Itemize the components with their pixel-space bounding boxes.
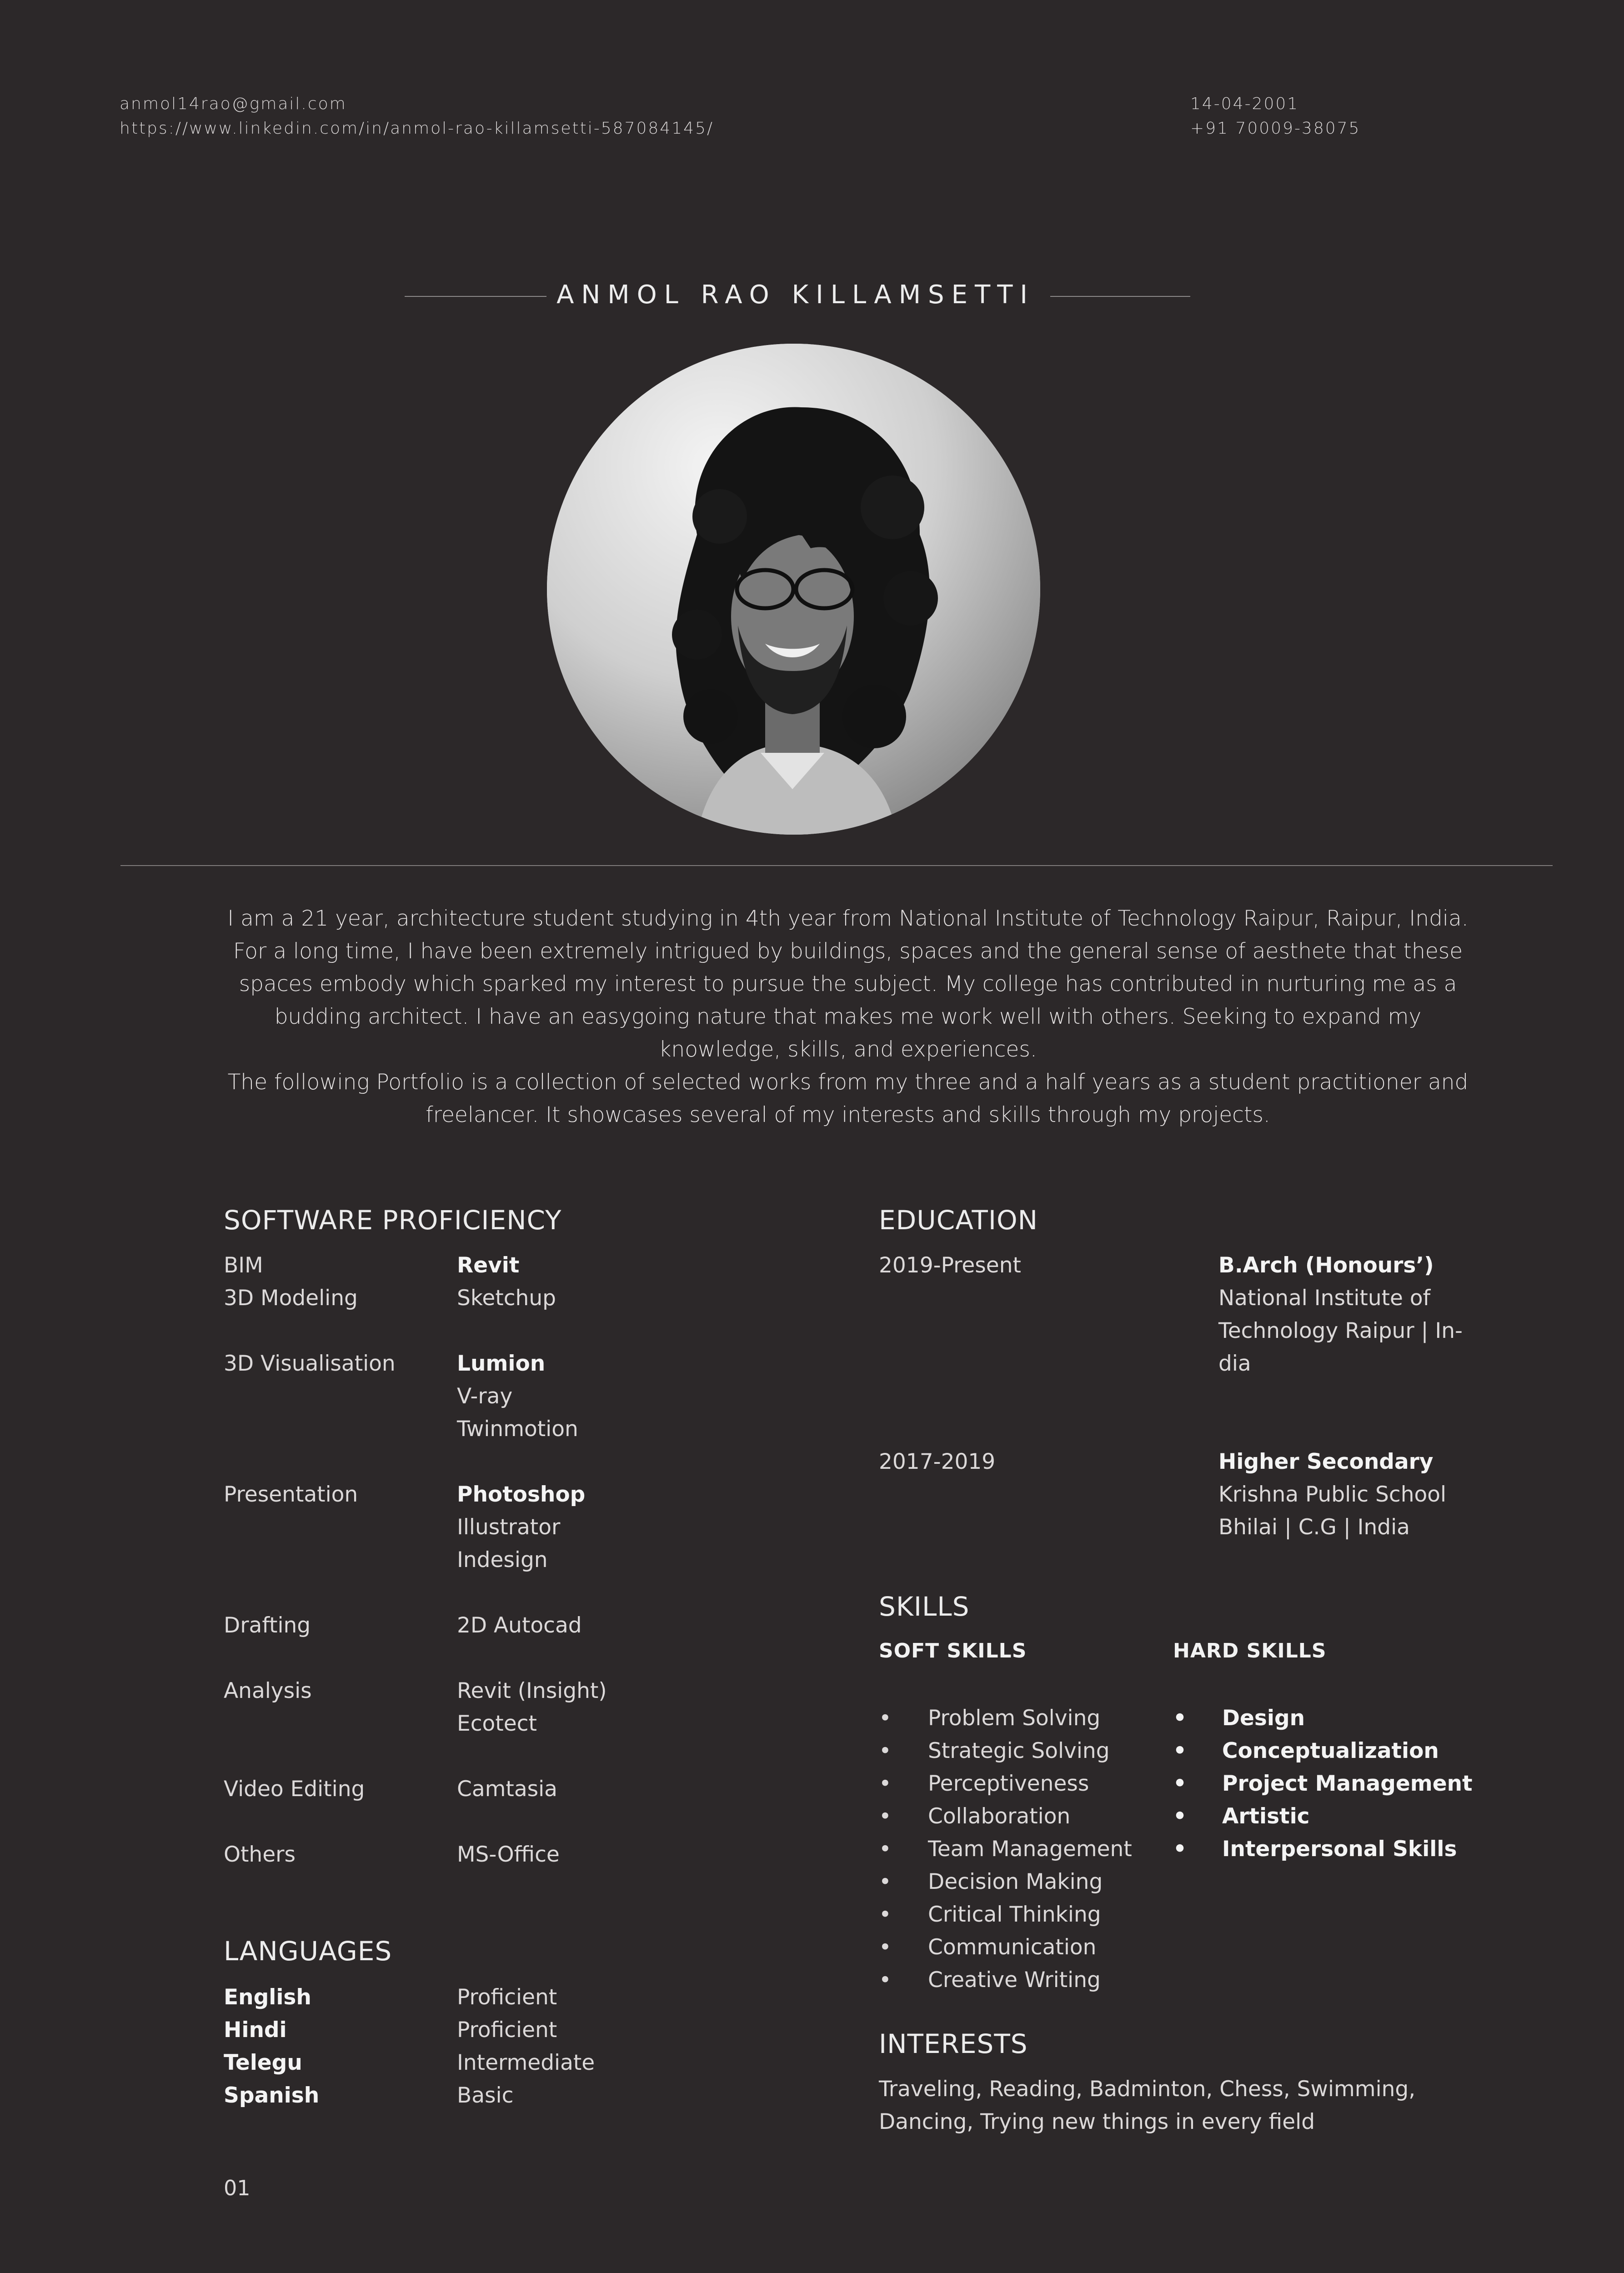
software-category: Others: [224, 1842, 296, 1867]
soft-skill-item: • Strategic Solving: [879, 1735, 1132, 1767]
soft-skill-item: • Communication: [879, 1931, 1132, 1964]
hard-skill-item: • Project Management: [1173, 1767, 1473, 1800]
skills-heading: SKILLS: [879, 1591, 970, 1622]
hard-skills-heading: HARD SKILLS: [1173, 1639, 1327, 1662]
hard-skills-list: [1173, 1702, 1473, 1866]
education-detail: Krishna Public School: [1218, 1482, 1447, 1507]
language-name: Telegu: [224, 2050, 302, 2075]
education-detail: Technology Raipur | In-: [1218, 1318, 1463, 1343]
software-category: Analysis: [224, 1678, 312, 1703]
software-tool: Revit (Insight): [457, 1678, 607, 1703]
education-period: 2019-Present: [879, 1253, 1021, 1278]
languages-heading: LANGUAGES: [224, 1936, 392, 1967]
hard-skill-item: • Artistic: [1173, 1800, 1473, 1833]
interests-line: Traveling, Reading, Badminton, Chess, Swimming,: [879, 2077, 1416, 2102]
soft-skill-item: • Critical Thinking: [879, 1898, 1132, 1931]
soft-skill-item: • Collaboration: [879, 1800, 1132, 1833]
intro-text: [223, 902, 1473, 1131]
software-category: Drafting: [224, 1613, 311, 1638]
software-tool: Ecotect: [457, 1711, 537, 1736]
education-degree: B.Arch (Honours’): [1218, 1253, 1434, 1278]
contact-left: [120, 92, 714, 141]
page-number: 01: [224, 2176, 251, 2200]
language-level: Basic: [457, 2083, 514, 2108]
software-tool: V-ray: [457, 1384, 513, 1409]
education-heading: EDUCATION: [879, 1205, 1038, 1236]
software-category: 3D Modeling: [224, 1286, 358, 1311]
software-tool: 2D Autocad: [457, 1613, 582, 1638]
software-category: 3D Visualisation: [224, 1351, 396, 1376]
hard-skill-item: • Design: [1173, 1702, 1473, 1735]
name-rule-right: [1050, 296, 1190, 297]
education-degree: Higher Secondary: [1218, 1449, 1434, 1474]
language-level: Proficient: [457, 1985, 557, 2010]
soft-skill-item: • Decision Making: [879, 1866, 1132, 1898]
education-detail: National Institute of: [1218, 1286, 1431, 1311]
contact-right: [1190, 92, 1360, 141]
language-level: Proficient: [457, 2018, 557, 2043]
name-rule-left: [405, 296, 546, 297]
software-category: Presentation: [224, 1482, 358, 1507]
section-divider: [120, 865, 1553, 866]
linkedin-link[interactable]: https://www.linkedin.com/in/anmol-rao-killamsetti-587084145/: [120, 119, 714, 138]
soft-skill-item: • Creative Writing: [879, 1964, 1132, 1997]
intro-paragraph-1: I am a 21 year, architecture student studying in 4th year from National Institute of Technology Raipur, Raipur, India. For a long time, I have been extremely intrigued by buildings, spaces and the general sense of aesthete that these spaces embody which sparked my interest to pursue the subject. My college has contributed in nurturing me as a budding architect. I have an easygoing nature that makes me work well with others. Seeking to expand my knowledge, skills, and experiences.: [227, 906, 1469, 1062]
software-tool: Twinmotion: [457, 1417, 578, 1442]
software-tool: Revit: [457, 1253, 520, 1278]
education-detail: dia: [1218, 1351, 1251, 1376]
software-tool: Camtasia: [457, 1777, 557, 1802]
hard-skill-item: • Interpersonal Skills: [1173, 1833, 1473, 1866]
soft-skill-item: • Problem Solving: [879, 1702, 1132, 1735]
software-category: Video Editing: [224, 1777, 365, 1802]
software-category: BIM: [224, 1253, 263, 1278]
hard-skill-item: • Conceptualization: [1173, 1735, 1473, 1767]
date-of-birth: 14-04-2001: [1190, 95, 1299, 113]
language-level: Intermediate: [457, 2050, 595, 2075]
soft-skill-item: • Team Management: [879, 1833, 1132, 1866]
soft-skills-list: [879, 1702, 1132, 1997]
profile-photo: [547, 344, 1040, 835]
candidate-name: ANMOL RAO KILLAMSETTI: [556, 280, 1035, 310]
soft-skills-heading: SOFT SKILLS: [879, 1639, 1027, 1662]
interests-line: Dancing, Trying new things in every field: [879, 2109, 1315, 2134]
software-tool: Sketchup: [457, 1286, 556, 1311]
language-name: Spanish: [224, 2083, 320, 2108]
software-tool: Indesign: [457, 1547, 548, 1572]
education-detail: Bhilai | C.G | India: [1218, 1515, 1410, 1540]
phone-number: +91 70009-38075: [1190, 119, 1361, 138]
portrait-illustration: [547, 344, 1040, 835]
language-name: English: [224, 1985, 311, 2010]
email-link[interactable]: anmol14rao@gmail.com: [120, 95, 347, 113]
software-tool: MS-Office: [457, 1842, 560, 1867]
software-heading: SOFTWARE PROFICIENCY: [224, 1205, 562, 1236]
software-tool: Illustrator: [457, 1515, 561, 1540]
software-tool: Photoshop: [457, 1482, 586, 1507]
intro-paragraph-2: The following Portfolio is a collection of selected works from my three and a half years as a student practitioner and freelancer. It showcases several of my interests and skills through my projects.: [227, 1070, 1469, 1127]
software-tool: Lumion: [457, 1351, 546, 1376]
education-period: 2017-2019: [879, 1449, 996, 1474]
language-name: Hindi: [224, 2018, 287, 2043]
soft-skill-item: • Perceptiveness: [879, 1767, 1132, 1800]
interests-heading: INTERESTS: [879, 2028, 1028, 2059]
